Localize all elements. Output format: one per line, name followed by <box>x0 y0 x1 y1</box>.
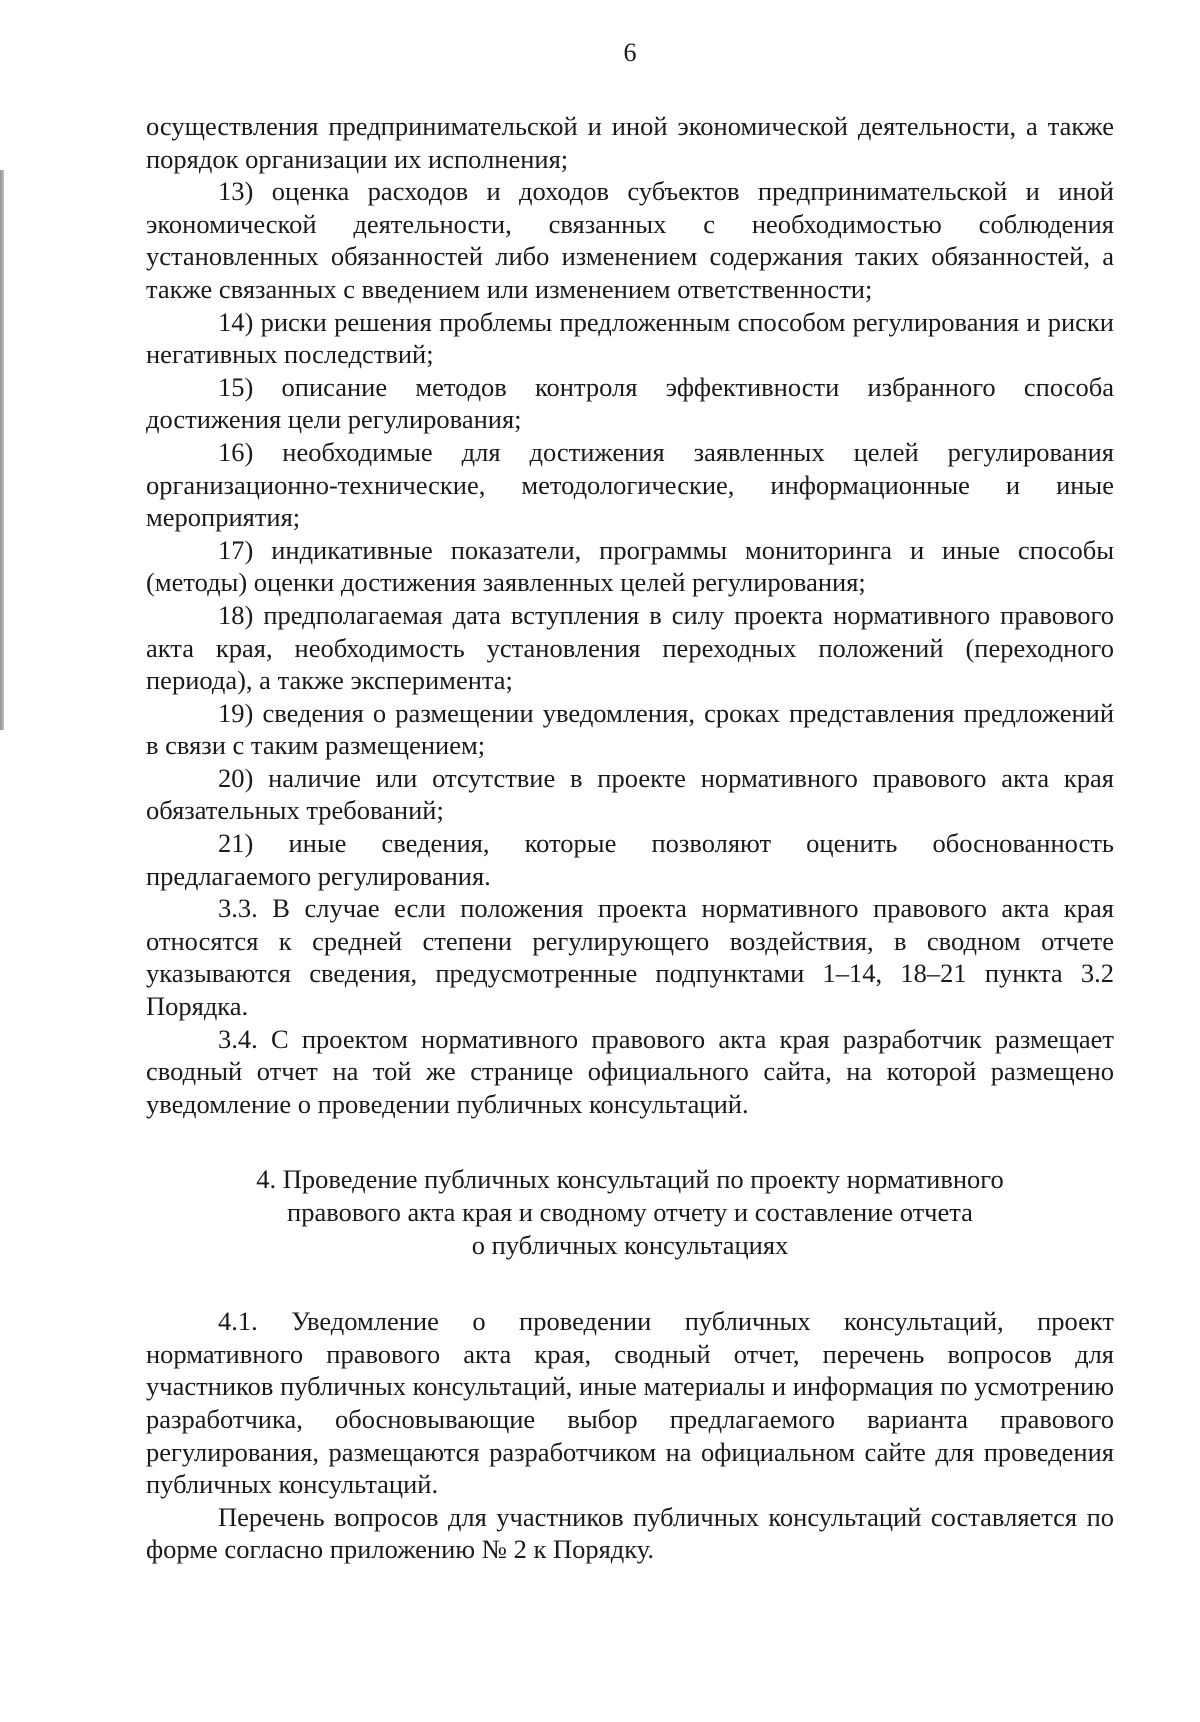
clause-3-3: 3.3. В случае если положения проекта нормативного правового акта края относятся к средней степени регулирующего воздействия, в сводном отчете указываются сведения, предусмотренные подпунктами 1–14, 18–21 пункта 3.2 Порядка. <box>146 893 1114 1022</box>
clause-3-4: 3.4. С проектом нормативного правового акта края разработчик размещает сводный отчет на той же странице официального сайта, на которой размещено уведомление о проведении публичных консультаций. <box>146 1023 1114 1119</box>
list-item-15: 15) описание методов контроля эффективности избранного способа достижения цели регулирования; <box>146 371 1114 435</box>
document-body <box>146 110 1114 1566</box>
section-heading-line-2: правового акта края и сводному отчету и составление отчета <box>287 1197 973 1227</box>
page-number: 6 <box>623 38 637 67</box>
list-item-18: 18) предполагаемая дата вступления в силу проекта нормативного правового акта края, необходимость установления переходных положений (переходного периода), а также эксперимента; <box>146 599 1114 696</box>
questions-list-paragraph: Перечень вопросов для участников публичных консультаций составляется по форме согласно приложению № 2 к Порядку. <box>146 1501 1114 1565</box>
list-item-16: 16) необходимые для достижения заявленных целей регулирования организационно-технические, методологические, информационные и иные мероприятия; <box>146 436 1114 533</box>
list-item-20: 20) наличие или отсутствие в проекте нормативного правового акта края обязательных требований; <box>146 762 1114 826</box>
section-heading-line-1: 4. Проведение публичных консультаций по проекту нормативного <box>256 1164 1004 1195</box>
section-heading-line-3: о публичных консультациях <box>471 1229 789 1260</box>
section-heading <box>146 1163 1114 1261</box>
scan-binding-edge <box>0 170 4 730</box>
list-item-14: 14) риски решения проблемы предложенным способом регулирования и риски негативных последствий; <box>146 306 1114 370</box>
list-item-13: 13) оценка расходов и доходов субъектов предпринимательской и иной экономической деятельности, связанных с необходимостью соблюдения установленных обязанностей либо изменением содержания таких обязанностей, а также связанных с введением или изменением ответственности; <box>146 176 1114 304</box>
clause-4-1: 4.1. Уведомление о проведении публичных консультаций, проект нормативного правового акта края, сводный отчет, перечень вопросов для участников публичных консультаций, иные материалы и информация по усмотрению разработчика, обосновывающие выбор предлагаемого варианта правового регулирования, размещаются разработчиком на официальном сайте для проведения публичных консультаций. <box>146 1306 1114 1500</box>
list-item-21: 21) иные сведения, которые позволяют оценить обоснованность предлагаемого регулирования. <box>146 828 1114 891</box>
list-item-19: 19) сведения о размещении уведомления, сроках представления предложений в связи с таким размещением; <box>146 697 1114 761</box>
list-item-17: 17) индикативные показатели, программы мониторинга и иные способы (методы) оценки достижения заявленных целей регулирования; <box>146 534 1114 598</box>
paragraph-continuation: осуществления предпринимательской и иной экономической деятельности, а также порядок организации их исполнения; <box>146 111 1114 174</box>
